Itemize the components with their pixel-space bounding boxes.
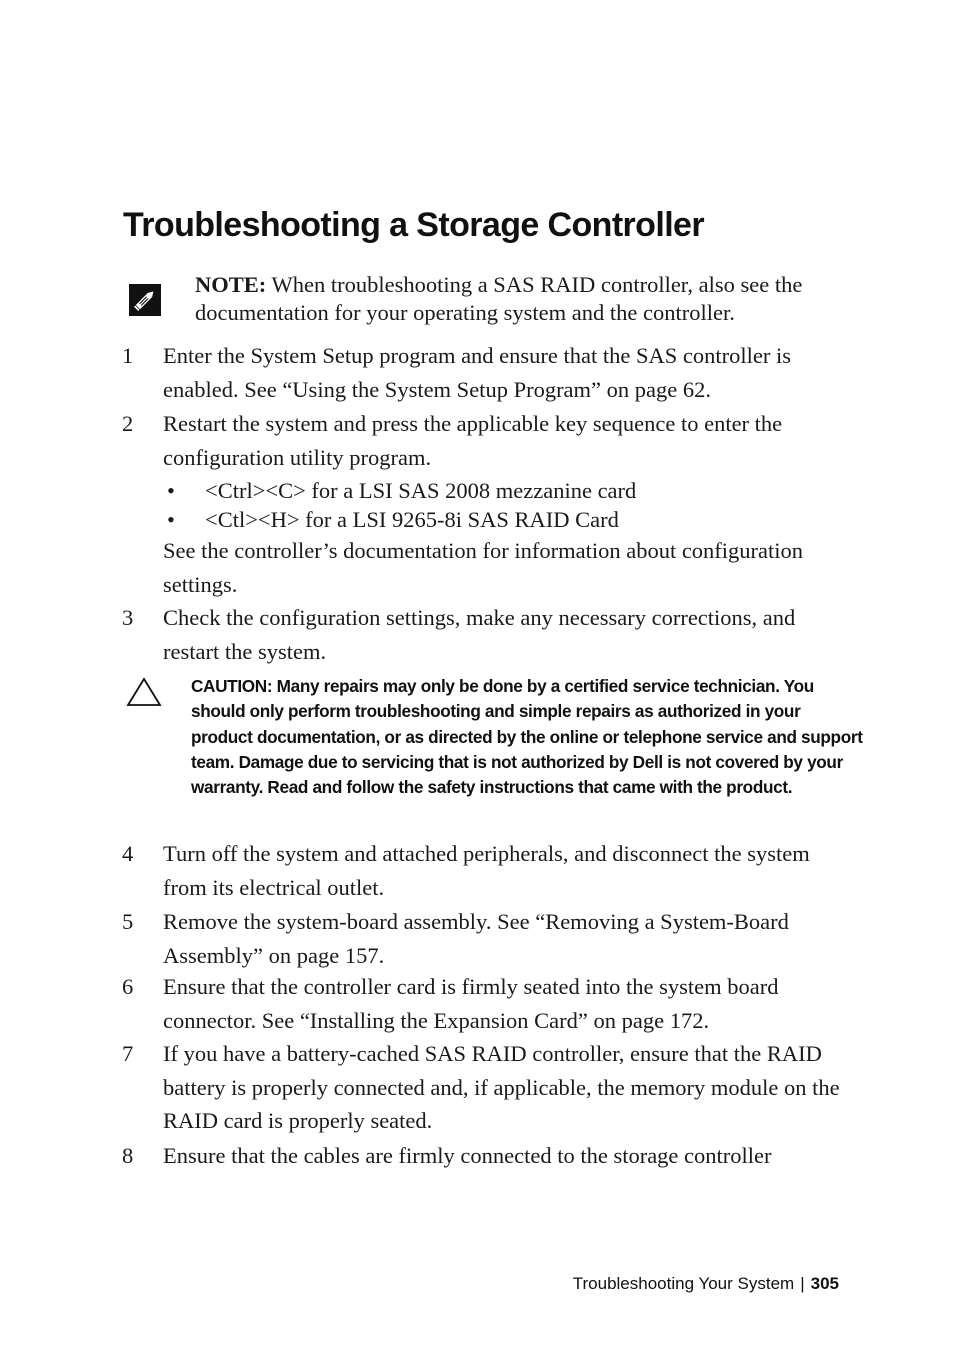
step-text: Turn off the system and attached peripherals, and disconnect the system from its electrical outlet. [163,841,810,900]
caution-triangle-icon [126,677,162,712]
bullet-dot: • [167,478,175,503]
page-title: Troubleshooting a Storage Controller [123,206,704,244]
list-item-text: <Ctl><H> for a LSI 9265-8i SAS RAID Card [205,507,619,532]
step-text: If you have a battery-cached SAS RAID controller, ensure that the RAID battery is properly connected and, if applicable, the memory module on the RAID card is properly seated. [163,1041,840,1133]
step-number: 8 [122,1143,134,1168]
step-number: 7 [122,1041,134,1066]
page-number: 305 [810,1274,839,1293]
bullet-dot: • [167,507,175,532]
step-text: See the controller’s documentation for information about configuration settings. [163,538,804,597]
list-item [163,505,803,534]
step-number: 5 [122,909,134,934]
footer-section-title: Troubleshooting Your System [572,1274,795,1293]
list-item-text: <Ctrl><C> for a LSI SAS 2008 mezzanine card [205,478,637,503]
note-text [195,271,845,327]
step-text: Ensure that the controller card is firmly seated into the system board connector. See “Installing the Expansion Card” on page 172. [163,974,779,1033]
footer-separator: | [800,1274,805,1293]
step-number: 3 [122,605,134,630]
step-text: Ensure that the cables are firmly connected to the storage controller [163,1143,772,1168]
step-number: 6 [122,974,134,999]
note-body: When troubleshooting a SAS RAID controller, also see the documentation for your operating system and the controller. [195,272,803,325]
step-text: Check the configuration settings, make any necessary corrections, and restart the system. [163,605,796,664]
step-number: 1 [122,343,134,368]
key-sequence-list [163,476,803,534]
step-number: 4 [122,841,134,866]
caution-label: CAUTION: [191,676,273,696]
step-number: 2 [122,411,134,436]
page-footer [573,1272,839,1296]
list-item [163,476,803,505]
caution-text [191,674,863,800]
note-pencil-icon [129,284,161,321]
note-label: NOTE: [195,272,267,297]
caution-body: Many repairs may only be done by a certified service technician. You should only perform troubleshooting and simple repairs as authorized in your product documentation, or as directed by the online or telephone service and support team. Damage due to servicing that is not authorized by Dell is not covered by your warranty. Read and follow the safety instructions that came with the product. [191,676,863,798]
step-text: Remove the system-board assembly. See “Removing a System-Board Assembly” on page 157. [163,909,789,968]
step-text: Enter the System Setup program and ensure that the SAS controller is enabled. See “Using the System Setup Program” on page 62. [163,343,792,402]
step-text: Restart the system and press the applicable key sequence to enter the configuration utility program. [163,411,783,470]
